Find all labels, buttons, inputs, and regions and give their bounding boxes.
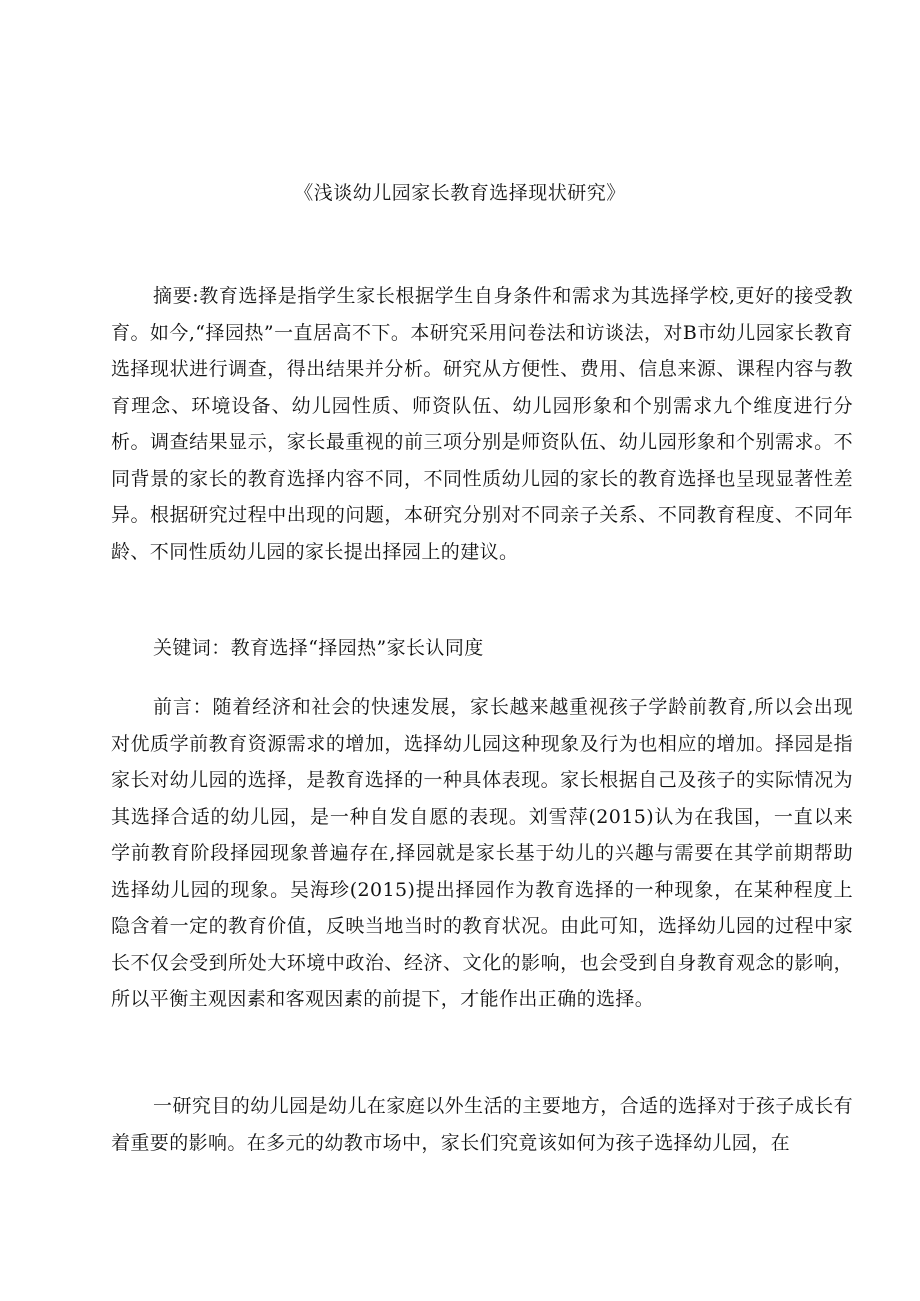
keywords-paragraph: 关键词：教育选择“择园热”家长认同度: [153, 637, 484, 659]
research-purpose-paragraph: 一研究目的幼儿园是幼儿在家庭以外生活的主要地方，合适的选择对于孩子成长有着重要的影响。在多元的幼教市场中，家长们究竟该如何为孩子选择幼儿园，在: [111, 1095, 853, 1154]
preface-paragraph: 前言：随着经济和社会的快速发展，家长越来越重视孩子学龄前教育,所以会出现对优质学前教育资源需求的增加，选择幼儿园这种现象及行为也相应的增加。择园是指家长对幼儿园的选择，是教育选择的一种具体表现。家长根据自己及孩子的实际情况为其选择合适的幼儿园，是一种自发自愿的表现。刘雪萍(2015)认为在我国，一直以来学前教育阶段择园现象普遍存在,择园就是家长基于幼儿的兴趣与需要在其学前期帮助选择幼儿园的现象。吴海珍(2015)提出择园作为教育选择的一种现象，在某种程度上隐含着一定的教育价值，反映当地当时的教育状况。由此可知，选择幼儿园的过程中家长不仅会受到所处大环境中政治、经济、文化的影响，也会受到自身教育观念的影响，所以平衡主观因素和客观因素的前提下，才能作出正确的选择。: [111, 696, 853, 1010]
document-title: 《浅谈幼儿园家长教育选择现状研究》: [294, 182, 626, 204]
abstract-paragraph: 摘要:教育选择是指学生家长根据学生自身条件和需求为其选择学校,更好的接受教育。如今,“择园热”一直居高不下。本研究采用问卷法和访谈法，对B市幼儿园家长教育选择现状进行调查，得出结果并分析。研究从方便性、费用、信息来源、课程内容与教育理念、环境设备、幼儿园性质、师资队伍、幼儿园形象和个别需求九个维度进行分析。调查结果显示，家长最重视的前三项分别是师资队伍、幼儿园形象和个别需求。不同背景的家长的教育选择内容不同，不同性质幼儿园的家长的教育选择也呈现显著性差异。根据研究过程中出现的问题，本研究分别对不同亲子关系、不同教育程度、不同年龄、不同性质幼儿园的家长提出择园上的建议。: [111, 285, 853, 563]
